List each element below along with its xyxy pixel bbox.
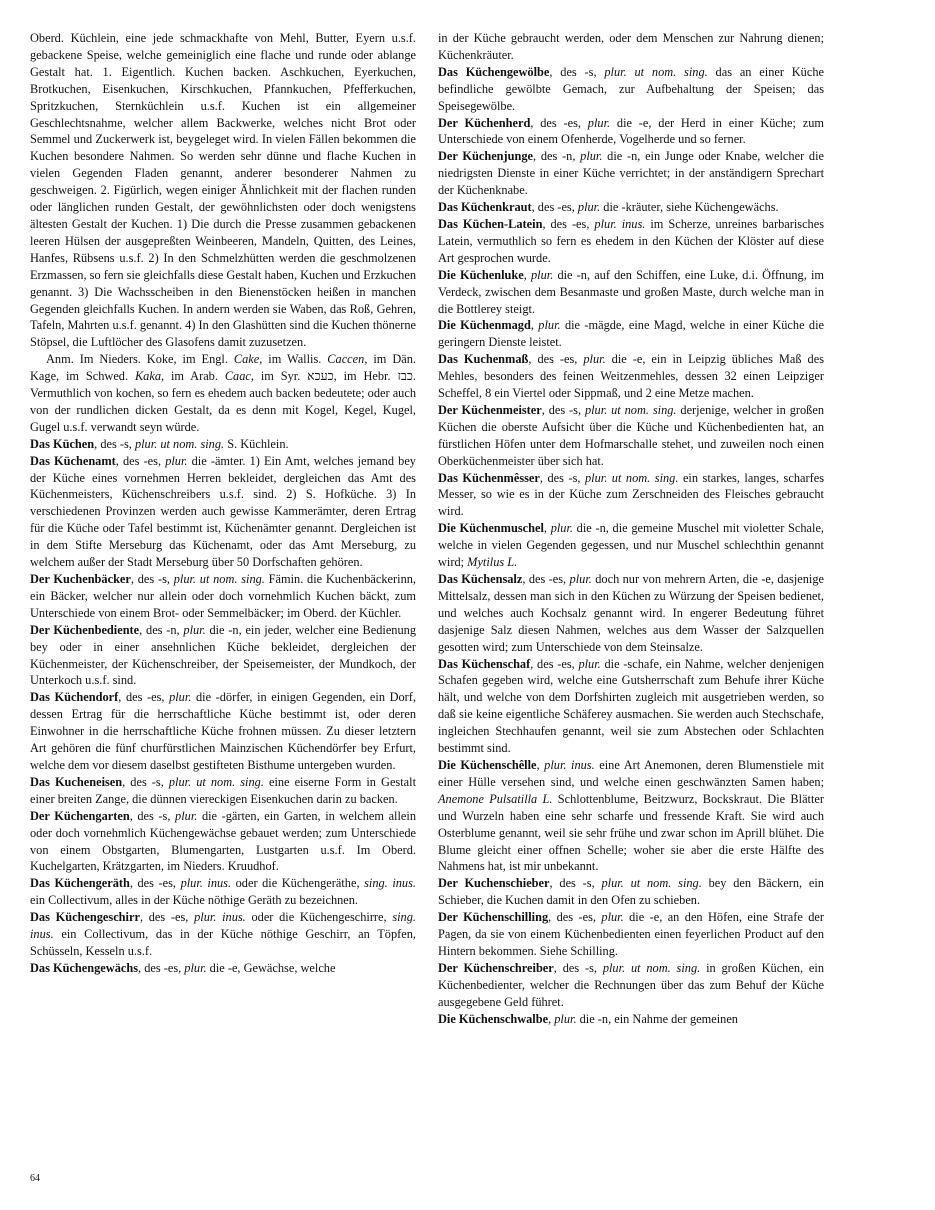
grammar-note: plur. bbox=[531, 267, 554, 282]
dictionary-entry bbox=[30, 808, 416, 876]
entry-text: , des -s, bbox=[129, 808, 176, 823]
grammar-note: plur. ut nom. sing. bbox=[168, 774, 264, 789]
grammar-note: Anemone Pulsatilla L. bbox=[438, 791, 553, 806]
entry-text: die -e, der Herd in einer Küche; zum Unterschiede von einem Ofenherde, Vogelherde und so ferner. bbox=[438, 115, 824, 147]
dictionary-entry bbox=[438, 402, 824, 470]
grammar-note: sing. inus. bbox=[364, 876, 416, 891]
entry-text: , im Wallis. bbox=[259, 352, 328, 367]
entry-headword: Das Küchengeräth bbox=[30, 876, 130, 891]
grammar-note: plur. ut nom. sing. bbox=[134, 436, 225, 451]
entry-text: , des -es, bbox=[522, 572, 570, 586]
entry-headword: Die Küchenluke bbox=[438, 267, 524, 282]
entry-headword: Der Küchenherd bbox=[438, 115, 531, 130]
dictionary-entry bbox=[30, 622, 416, 690]
entry-text: ein Collectivum, alles in der Küche nöthige Geräth zu bezeichnen. bbox=[30, 893, 359, 908]
entry-headword: Das Kuchenmaß bbox=[438, 352, 529, 367]
dictionary-entry bbox=[438, 351, 824, 402]
entry-text: , des -es, bbox=[115, 453, 166, 468]
grammar-note: plur. bbox=[578, 656, 601, 671]
grammar-note: plur. ut nom. sing. bbox=[584, 470, 679, 485]
entry-text: in der Küche gebraucht werden, oder dem Menschen zur Nahrung dienen; Küchenkräuter. bbox=[438, 31, 824, 62]
entry-text: , des -es, bbox=[542, 216, 595, 231]
entry-headword: Die Küchenmagd bbox=[438, 318, 531, 333]
grammar-note: plur. bbox=[169, 690, 192, 705]
entry-text: die -e, ein in Leipzig übliches Maß des Mehles, besonders des feinen Weitzenmehles, dessen 32 einen Leipziger Scheffel, 8 ein Viertel oder Sippmaß, und 2 eine Metze machen. bbox=[438, 352, 824, 401]
right-column bbox=[438, 30, 824, 1027]
entry-text: oder die Küchengeschirre, bbox=[245, 910, 393, 925]
entry-headword: Das Küchendorf bbox=[30, 690, 119, 705]
grammar-note: plur. bbox=[554, 1011, 577, 1026]
dictionary-entry bbox=[438, 571, 824, 656]
dictionary-entry bbox=[30, 571, 416, 622]
grammar-note: plur. bbox=[165, 453, 188, 468]
page-number: 64 bbox=[30, 1173, 40, 1184]
dictionary-entry bbox=[30, 436, 416, 453]
entry-headword: Das Küchen-Latein bbox=[438, 216, 543, 231]
grammar-note: plur. bbox=[601, 910, 624, 925]
grammar-note: sing. inus. bbox=[30, 910, 416, 942]
entry-text: die -n, auf den Schiffen, eine Luke, d.i. Öffnung, im Verdeck, zwischen dem Besanmaste und großen Maste, durch welche man in die Bottlerey steigt. bbox=[438, 267, 824, 316]
entry-text: , des -es, bbox=[118, 690, 170, 705]
dictionary-entry bbox=[438, 757, 824, 875]
grammar-note: plur. inus. bbox=[194, 910, 246, 925]
entry-text: doch nur von mehrern Arten, die -e, dasjenige Mittelsalz, dessen man sich in den Küchen zu Würzung der Speisen bedienet, und welches auch Kochsalz genannt wird. In engerer Bedeutung führet dasjenige Salz diesen Nahmen, welches aus dem Wasser der Salzquellen gesotten wird; zum Unterschiede von dem Steinsalze. bbox=[438, 572, 824, 654]
entry-headword: Der Kuchenbäcker bbox=[30, 572, 131, 586]
entry-headword: Die Küchenschêlle bbox=[438, 757, 537, 772]
dictionary-entry bbox=[438, 30, 824, 64]
entry-text: bey den Bäckern, ein Schieber, die Kuchen damit in den Ofen zu schieben. bbox=[438, 876, 824, 908]
entry-headword: Der Küchenbediente bbox=[30, 622, 140, 637]
entry-text: die -kräuter, siehe Küchengewächs. bbox=[600, 200, 779, 215]
entry-text: die -mägde, eine Magd, welche in einer Küche die geringern Dienste leistet. bbox=[438, 318, 825, 350]
entry-headword: Das Küchen bbox=[30, 436, 95, 451]
entry-text: , des -es, bbox=[530, 115, 588, 130]
dictionary-entry bbox=[30, 30, 416, 351]
entry-text: , im Arab. bbox=[161, 369, 225, 384]
entry-text: die -n, ein Nahme der gemeinen bbox=[576, 1011, 738, 1026]
grammar-note: plur. ut nom. sing. bbox=[584, 402, 677, 417]
grammar-note: plur. bbox=[538, 318, 561, 333]
entry-text: eine Art Anemonen, deren Blumenstiele mit einer Hülle versehen sind, und welche einen geschwänzten Samen haben; bbox=[438, 757, 825, 789]
entry-text: , des -es, bbox=[129, 876, 181, 891]
entry-text: , bbox=[536, 757, 545, 772]
entry-text: , bbox=[543, 521, 551, 536]
dictionary-entry bbox=[438, 520, 824, 571]
entry-text: im Scherze, unreines barbarisches Latein, vermuthlich so fern es ehedem in den Küchen der Klöster auf diese Art gesprochen wurde. bbox=[438, 216, 825, 265]
grammar-note: plur. bbox=[175, 808, 198, 823]
dictionary-entry bbox=[30, 875, 416, 909]
entry-text: , des -s, bbox=[122, 774, 169, 789]
entry-text: die -gärten, ein Garten, in welchem allein oder doch vornehmlich Küchengewächse gebauet werden; zum Unterschiede von einem Obstgarten, Blumengarten, Lustgarten u.s.f. Im Oberd. Kuchelgarten, Krätzgarten, im Nieders. Kruudhof. bbox=[30, 808, 416, 874]
dictionary-entry bbox=[438, 216, 824, 267]
dictionary-entry bbox=[438, 960, 824, 1011]
dictionary-entry bbox=[30, 774, 416, 808]
entry-text: ein Collectivum, das in der Küche nöthige Geschirr, an Töpfen, Schüsseln, Kesseln u.s.f. bbox=[30, 927, 416, 958]
entry-text: in großen Küchen, ein Küchenbedienter, welcher die Rechnungen über das zum Behuf der Küche ausgegebene Geld führet. bbox=[438, 960, 824, 1009]
entry-headword: Der Küchenjunge bbox=[438, 149, 534, 164]
entry-text: , des -es, bbox=[528, 352, 584, 367]
left-column bbox=[30, 30, 416, 977]
dictionary-entry bbox=[438, 875, 824, 909]
grammar-note: Caac bbox=[224, 369, 251, 384]
entry-text: , des -n, bbox=[139, 622, 184, 637]
entry-text: , des -es, bbox=[531, 200, 578, 215]
entry-text: die -e, Gewächse, welche bbox=[206, 960, 336, 975]
dictionary-entry bbox=[438, 470, 824, 521]
grammar-note: plur. bbox=[550, 521, 573, 536]
entry-headword: Das Küchengewölbe bbox=[438, 64, 550, 79]
dictionary-entry bbox=[438, 656, 824, 757]
entry-headword: Die Küchenschwalbe bbox=[438, 1011, 549, 1026]
entry-text: eine eiserne Form in Gestalt einer breiten Zange, die dünnen viereckigen Eisenkuchen darin zu backen. bbox=[30, 774, 416, 806]
entry-text: ein starkes, langes, scharfes Messer, so wie es in der Küche zum Zerschneiden des Fleisches gebraucht wird. bbox=[438, 470, 824, 519]
dictionary-entry bbox=[438, 317, 824, 351]
grammar-note: plur. ut nom. sing. bbox=[604, 64, 708, 79]
entry-text: , des -s, bbox=[539, 470, 585, 485]
grammar-note: plur. inus. bbox=[544, 757, 595, 772]
entry-text: derjenige, welcher in großen Küchen die oberste Aufsicht über die Küche und Küchenbedienten hat, an fürstlichen Höfen unter dem Hofmarschalle stehet, und zuweilen noch einen Oberküchenmeister über sich hat. bbox=[438, 402, 824, 468]
grammar-note: Caccen bbox=[327, 352, 365, 367]
entry-text: die -n, die gemeine Muschel mit violetter Schale, welche in vielen Gegenden gegessen, und nur Muschel schlechthin genannt wird; bbox=[438, 521, 825, 570]
entry-text: Anm. Im Nieders. Koke, im Engl. bbox=[46, 352, 234, 367]
grammar-note: plur. ut nom. sing. bbox=[602, 960, 701, 975]
dictionary-entry bbox=[438, 199, 824, 216]
entry-headword: Das Küchenschaf bbox=[438, 656, 531, 671]
grammar-note: plur. bbox=[577, 200, 601, 215]
entry-text: , des -s, bbox=[549, 64, 605, 79]
entry-text: , des -es, bbox=[138, 960, 185, 975]
entry-headword: Das Küchengeschirr bbox=[30, 910, 140, 925]
entry-headword: Der Kuchenschieber bbox=[438, 876, 550, 891]
entry-text: , bbox=[548, 1011, 555, 1026]
entry-text: oder die Küchengeräthe, bbox=[231, 876, 365, 891]
entry-text: die -dörfer, in einigen Gegenden, ein Dorf, dessen Ertrag für die herrschaftliche Küche bestimmt ist, oder deren Einwohner in die herrschaftliche Küche frohnen müssen. Zu dieser letztern Art gehören die fünf churfürstlichen Mainzischen Küchendörfer bey Erfurt, welche dem vor diesem daselbst gestifteten Bisthume untergeben wurden. bbox=[30, 690, 416, 772]
entry-headword: Das Küchenmêsser bbox=[438, 470, 540, 485]
entry-text: , des -s, bbox=[541, 402, 585, 417]
entry-text: , bbox=[530, 318, 539, 333]
entry-text: Oberd. Küchlein, eine jede schmackhafte von Mehl, Butter, Eyern u.s.f. gebackene Speise, welche gemeiniglich eine flache und runde oder ablange Gestalt hat. 1. Eigentlich. Kuchen backen. Aschkuchen, Eyerkuchen, Brotkuchen, Eisenkuchen, Kirschkuchen, Pfannkuchen, Pfefferkuchen, Spritzkuchen, Sternküchlein u.s.f. Kuchen ist ein allgemeiner Geschlechtsnahme, welcher allem Backwerke, welches nicht Brot oder Semmel und Zuckerwerk ist, beygeleget wird. In vielen Fällen bekommen die Kuchen besondere Nahmen. So werden sehr dünne und flache Kuchen in vielen Gegenden Fladen genannt, anderer besonderer Nahmen zu geschweigen. 2. Figürlich, wegen einiger Ähnlichkeit mit der flachen runden oder länglichen runden Gestalt, der gewöhnlichsten oder doch wenigstens ältesten Gestalt der Kuchen. 1) Die durch die Presse zusammen gebackenen leeren Hülsen der ausgepreßten Weinbeeren, Mandeln, Quitten, des Leines, Hanfes, Rübsens u.s.f. 2) In den Schmelzhütten werden die geschmolzenen Erzmassen, so fern sie gleichfalls diese Gestalt haben, Kuchen und Erzkuchen genannt. 3) Die Wachsscheiben in den Bienenstöcken heißen in manchen Gegenden gleichfalls Kuchen. In andern werden sie Waben, das Roß, Gehren, Tafeln, Mahrten u.s.f. genannt. 4) In den Glashütten sind die Kuchen thönerne Stöpsel, die Luftlöcher des Glasofens damit zuzusetzen. bbox=[30, 31, 416, 350]
dictionary-entry bbox=[438, 64, 824, 115]
grammar-note: plur. bbox=[583, 352, 606, 367]
grammar-note: plur. inus. bbox=[594, 216, 646, 231]
entry-text: , des -es, bbox=[530, 656, 579, 671]
entry-text: , des -s, bbox=[94, 436, 135, 451]
grammar-note: plur. bbox=[183, 622, 206, 637]
dictionary-entry bbox=[30, 689, 416, 774]
entry-headword: Der Küchenmeister bbox=[438, 402, 542, 417]
entry-text: , des -es, bbox=[548, 910, 602, 925]
entry-headword: Das Küchenamt bbox=[30, 453, 116, 468]
entry-text: , des -es, bbox=[139, 910, 195, 925]
entry-text: , im Syr. כעכא, im Hebr. כבז. Vermuthlich von kochen, so fern es ehedem auch backen bedeutete; oder auch von der rundlichen dicken Gestalt, da es denn mit Kogel, Kegel, Kugel, Gugel u.s.f. verwandt seyn würde. bbox=[30, 369, 416, 434]
entry-text: die -e, an den Höfen, eine Strafe der Pagen, da sie von einem Küchenbedienten einen feyerlichen Product auf den Hintern bekommen. Siehe Schilling. bbox=[438, 910, 824, 958]
grammar-note: Cake bbox=[233, 352, 260, 367]
grammar-note: plur. inus. bbox=[180, 876, 232, 891]
annotation-paragraph bbox=[30, 351, 416, 436]
entry-text: , des -n, bbox=[533, 149, 581, 164]
dictionary-entry bbox=[30, 453, 416, 571]
entry-text: das an einer Küche befindliche gewölbte Gemach, zur Aufbehaltung der Speisen; das Speisegewölbe. bbox=[438, 64, 824, 113]
entry-headword: Das Küchensalz bbox=[438, 572, 523, 586]
dictionary-entry bbox=[438, 1011, 824, 1028]
dictionary-page bbox=[30, 30, 910, 1180]
entry-text: Schlottenblume, Beitzwurz, Bockskraut. Die Blätter und Wurzeln haben eine sehr scharfe und fressende Kraft. Sie wird auch Osterblume genannt, weil sie sehr frühe und zwar schon im Aprill blühet. Die Blume gleicht einer offnen Schelle; woher sie aber die erste Hälfte des Nahmens hat, ist mir unbekannt. bbox=[438, 791, 824, 874]
grammar-note: plur. ut nom. sing. bbox=[601, 876, 702, 891]
entry-text: Fämin. die Kuchenbäckerinn, ein Bäcker, welcher nur allein oder doch vornehmlich Kuchen bäckt, zum Unterschiede von einem Brot- oder Semmelbäcker; im Oberd. der Küchler. bbox=[30, 572, 416, 620]
entry-text: , im Dän. Kage, im Schwed. bbox=[30, 352, 416, 384]
entry-headword: Die Küchenmuschel bbox=[438, 521, 544, 536]
entry-text: S. Küchlein. bbox=[224, 436, 289, 451]
dictionary-entry bbox=[438, 909, 824, 960]
grammar-note: plur. bbox=[569, 572, 592, 586]
entry-text: die -n, ein Junge oder Knabe, welcher die niedrigsten Dienste in einer Küche verrichtet; in der anständigern Sprechart der Küchenknabe. bbox=[438, 149, 824, 198]
dictionary-entry bbox=[30, 909, 416, 960]
entry-headword: Das Küchenkraut bbox=[438, 200, 532, 215]
entry-text: , des -s, bbox=[130, 572, 174, 586]
grammar-note: Mytilus L. bbox=[467, 555, 518, 570]
grammar-note: plur. ut nom. sing. bbox=[173, 572, 265, 586]
entry-headword: Der Küchenschilling bbox=[438, 910, 549, 925]
entry-text: die -n, ein jeder, welcher eine Bedienung bey oder in einer ansehnlichen Küche bekleidet, dergleichen der Küchenmeister, der Küchenschreiber, der Speisemeister, der Mundkoch, der Unterkoch u.s.f. sind. bbox=[30, 622, 416, 688]
entry-headword: Das Kucheneisen bbox=[30, 774, 123, 789]
entry-text: die -schafe, ein Nahme, welcher denjenigen Schafen gegeben wird, welche eine Gutsherrschaft zum Behufe ihrer Küche hält, und welche von dem Dorfshirten zugleich mit ausgetrieben werden, so daß sie keine eigentliche Schäferey ausmachen. Sie werden auch Stechschafe, ingleichen Stechhaufen genannt, weil sie zum Abstechen oder Schlachten bestimmt sind. bbox=[438, 656, 825, 756]
dictionary-entry bbox=[438, 115, 824, 149]
dictionary-entry bbox=[438, 267, 824, 318]
entry-headword: Das Küchengewächs bbox=[30, 960, 139, 975]
entry-text: die -ämter. 1) Ein Amt, welches jemand bey der Küche eines vornehmen Herren bekleidet, dergleichen das Amt des Küchenmeisters, Küchenschreibers u.s.f. sind. 2) S. Hofküche. 3) In verschiedenen Provinzen werden auch gewisse Kammerämter, deren Ertrag für die Küche oder Tafel bestimmt ist, Küchenämter genannt. Dergleichen ist in dem Stifte Merseburg das Küchenamt, oder das Amt Merseburg, zu welchem außer der Stadt Merseburg über 50 Dorfschaften gehören. bbox=[30, 453, 416, 570]
entry-text: , des -s, bbox=[553, 960, 603, 975]
grammar-note: Kaka bbox=[134, 369, 161, 384]
entry-text: , bbox=[523, 267, 531, 282]
entry-headword: Der Küchenschreiber bbox=[438, 960, 554, 975]
grammar-note: plur. bbox=[587, 115, 611, 130]
dictionary-entry bbox=[438, 148, 824, 199]
entry-headword: Der Küchengarten bbox=[30, 808, 130, 823]
entry-text: , des -s, bbox=[549, 876, 602, 891]
grammar-note: plur. bbox=[580, 149, 603, 164]
grammar-note: plur. bbox=[184, 960, 207, 975]
dictionary-entry bbox=[30, 960, 416, 977]
